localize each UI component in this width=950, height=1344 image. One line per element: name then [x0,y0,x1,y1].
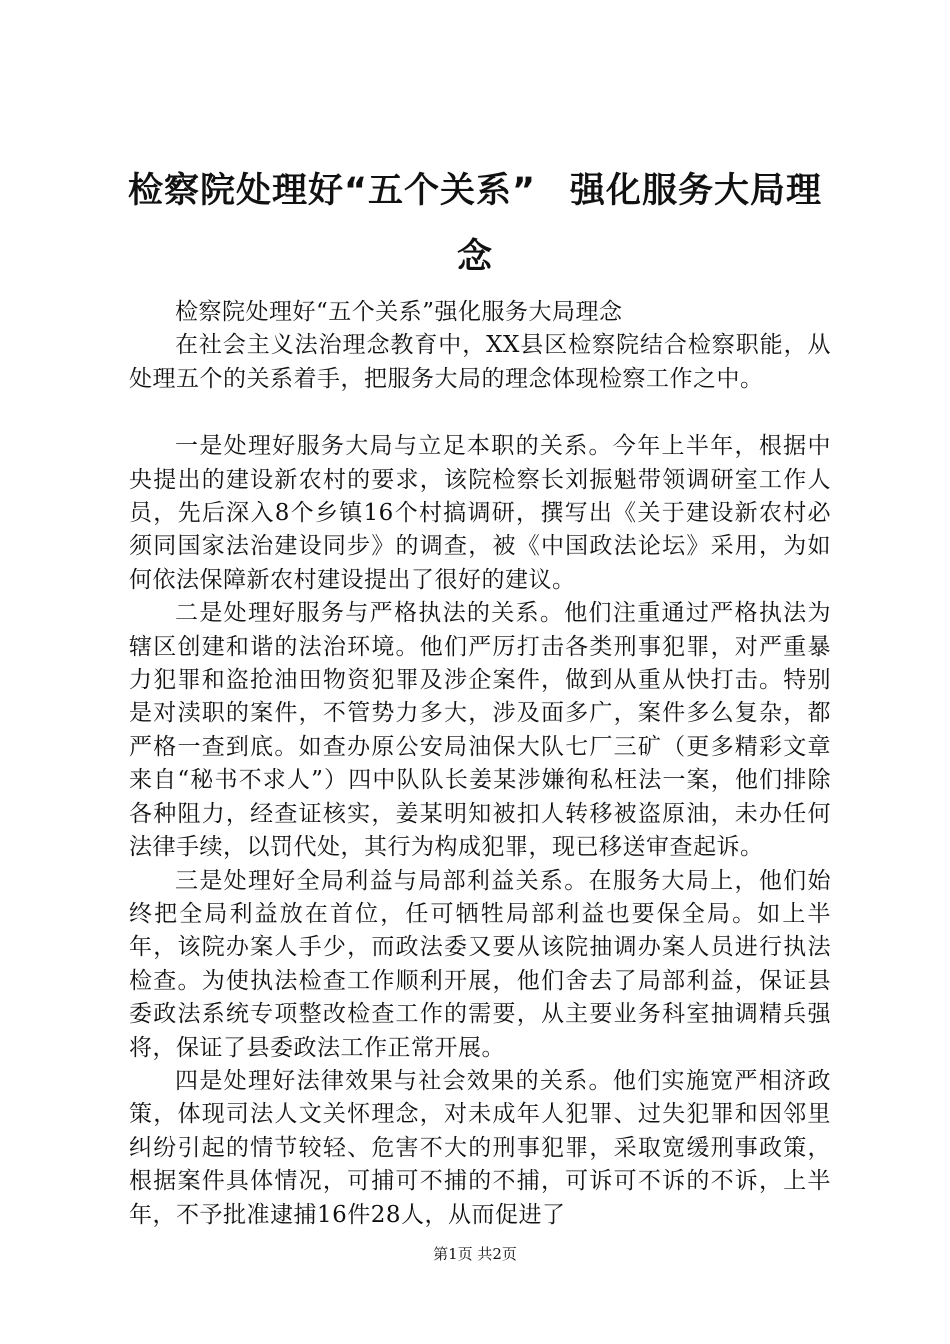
paragraph-item-1: 一是处理好服务大局与立足本职的关系。今年上半年，根据中央提出的建设新农村的要求，该院检察长刘振魁带领调研室工作人员，先后深入8个乡镇16个村搞调研，撰写出《关于建设新农村必须同国家法治建设同步》的调查，被《中国政法论坛》采用，为如何依法保障新农村建设提出了很好的建议。 [129,433,831,593]
document-body [129,296,831,1232]
paragraph-item-3: 三是处理好全局利益与局部利益关系。在服务大局上，他们始终把全局利益放在首位，任可牺牲局部利益也要保全局。如上半年，该院办案人手少，而政法委又要从该院抽调办案人员进行执法检查。为使执法检查工作顺利开展，他们舍去了局部利益，保证县委政法系统专项整改检查工作的需要，从主要业务科室抽调精兵强将，保证了县委政法工作正常开展。 [129,867,831,1061]
title-part-2: 强化服务大局理念 [456,171,823,277]
paragraph-item-2: 二是处理好服务与严格执法的关系。他们注重通过严格执法为辖区创建和谐的法治环境。他们严厉打击各类刑事犯罪，对严重暴力犯罪和盗抢油田物资犯罪及涉企案件，做到从重从快打击。特别是对渎职的案件，不管势力多大，涉及面多广，案件多么复杂，都严格一查到底。如查办原公安局油保大队七厂三矿（更多精彩文章来自“秘书不求人”）四中队队长姜某涉嫌徇私枉法一案，他们排除各种阻力，经查证核实，姜某明知被扣人转移被盗原油，未办任何法律手续，以罚代处，其行为构成犯罪，现已移送审查起诉。 [129,600,831,861]
page-footer: 第1页 共2页 [433,1245,517,1263]
paragraph-intro: 在社会主义法治理念教育中，XX县区检察院结合检察职能，从处理五个的关系着手，把服务大局的理念体现检察工作之中。 [129,332,831,392]
title-part-1: 检察院处理好“五个关系” [127,171,536,211]
paragraph-item-4: 四是处理好法律效果与社会效果的关系。他们实施宽严相济政策，体现司法人文关怀理念，对未成年人犯罪、过失犯罪和因邻里纠纷引起的情节较轻、危害不大的刑事犯罪，采取宽缓刑事政策，根据案件具体情况，可捕可不捕的不捕，可诉可不诉的不诉，上半年，不予批准逮捕16件28人，从而促进了 [129,1067,831,1228]
document-title [110,158,840,290]
paragraph-heading: 检察院处理好“五个关系”强化服务大局理念 [175,299,623,325]
